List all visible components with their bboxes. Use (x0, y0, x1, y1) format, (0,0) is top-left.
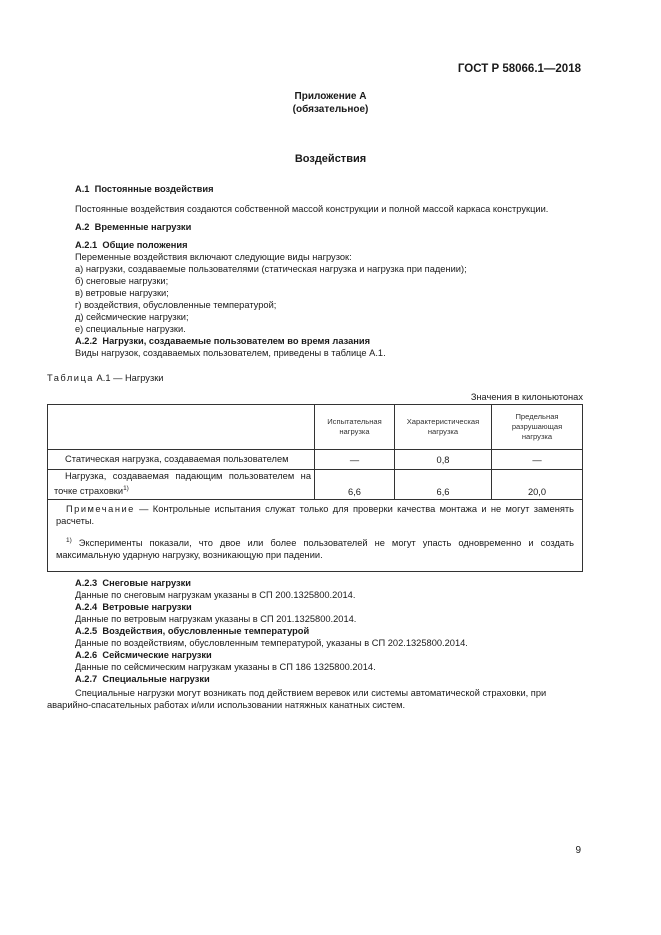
loads-table (47, 404, 583, 572)
section-a1-number: А.1 (75, 184, 90, 194)
table-row (48, 470, 583, 500)
section-a2-number: А.2 (75, 222, 90, 232)
section-heading (75, 650, 212, 662)
section-number: А.2.4 (75, 602, 98, 612)
section-number: А.2.3 (75, 578, 98, 588)
section-number: А.2.5 (75, 626, 98, 636)
section-a1-heading (75, 184, 214, 196)
table-header-cell: Характеристическая нагрузка (395, 405, 492, 450)
table-cell: 6,6 (395, 470, 492, 500)
section-a21-heading (75, 240, 188, 252)
section-number: А.2.6 (75, 650, 98, 660)
table-row-label (48, 450, 315, 470)
section-a1-title: Постоянные воздействия (94, 184, 214, 194)
table-note-row (48, 500, 583, 572)
table-cell: 6,6 (315, 470, 395, 500)
list-item: г) воздействия, обусловленные температурой; (75, 300, 277, 310)
section-title: Ветровые нагрузки (102, 602, 192, 612)
table-caption (47, 373, 163, 385)
list-item: е) специальные нагрузки. (75, 324, 186, 334)
list-item: а) нагрузки, создаваемые пользователями (статическая нагрузка и нагрузка при падении); (75, 264, 467, 274)
section-title: Воздействия, обусловленные температурой (102, 626, 310, 636)
table-row-label-text: Нагрузка, создаваемая падающим пользователем на точке страховки (54, 471, 311, 497)
table-cell: 20,0 (492, 470, 583, 500)
section-text: Данные по воздействиям, обусловленным температурой, указаны в СП 202.1325800.2014. (75, 638, 468, 648)
table-row (48, 450, 583, 470)
section-title: Специальные нагрузки (102, 674, 210, 684)
table-header-cell: Предельная разрушающая нагрузка (492, 405, 583, 450)
section-a22-text: Виды нагрузок, создаваемых пользователем, приведены в таблице А.1. (75, 348, 386, 358)
table-caption-title: А.1 — Нагрузки (96, 373, 164, 383)
section-a2-title: Временные нагрузки (94, 222, 192, 232)
section-text: Данные по ветровым нагрузкам указаны в СП 201.1325800.2014. (75, 614, 357, 624)
section-a1-text: Постоянные воздействия создаются собственной массой конструкции и полной массой каркаса конструкции. (75, 204, 549, 214)
section-heading (75, 626, 309, 638)
section-heading (75, 602, 192, 614)
section-a21-intro: Переменные воздействия включают следующие виды нагрузок: (75, 252, 352, 262)
main-title: Воздействия (294, 153, 367, 165)
section-title: Снеговые нагрузки (102, 578, 191, 588)
section-a2-heading (75, 222, 191, 234)
appendix-title: Приложение А (294, 91, 367, 102)
table-cell: — (315, 450, 395, 470)
list-item: б) снеговые нагрузки; (75, 276, 169, 286)
footnote-reference: 1) (123, 484, 129, 492)
section-text: Данные по сейсмическим нагрузкам указаны в СП 186 1325800.2014. (75, 662, 376, 672)
table-note-text: — Контрольные испытания служат только для проверки качества монтажа и не могут заменять расчеты. (56, 504, 574, 526)
table-header-row (48, 405, 583, 450)
table-note-cell (48, 500, 583, 572)
table-header-cell: Испытательная нагрузка (315, 405, 395, 450)
list-item: д) сейсмические нагрузки; (75, 312, 189, 322)
section-number: А.2.7 (75, 674, 98, 684)
appendix-subtitle: (обязательное) (292, 104, 369, 115)
section-a27-text-line2: аварийно-спасательных работах и/или использовании натяжных канатных систем. (47, 700, 406, 710)
section-a22-title: Нагрузки, создаваемые пользователем во время лазания (102, 336, 371, 346)
table-units: Значения в килоньютонах (470, 392, 583, 402)
table-footnote-text: Эксперименты показали, что двое или более пользователей не могут упасть одновременно и создать максимальную ударную нагрузку, возникающую при падении. (56, 538, 574, 560)
table-note-label: Примечание (66, 504, 135, 514)
section-title: Сейсмические нагрузки (102, 650, 212, 660)
table-caption-prefix: Таблица (47, 373, 94, 383)
table-footnote (56, 535, 574, 561)
table-note (56, 504, 574, 527)
page-number: 9 (575, 845, 581, 856)
document-code: ГОСТ Р 58066.1—2018 (457, 63, 581, 75)
section-a22-heading (75, 336, 370, 348)
section-heading (75, 674, 210, 686)
section-text: Данные по снеговым нагрузкам указаны в СП 200.1325800.2014. (75, 590, 356, 600)
section-a22-number: А.2.2 (75, 336, 98, 346)
table-cell: 0,8 (395, 450, 492, 470)
section-a21-number: А.2.1 (75, 240, 98, 250)
footnote-mark: 1) (66, 537, 72, 544)
section-a27-text-line1: Специальные нагрузки могут возникать под действием веревок или системы автоматической страховки, при (75, 688, 547, 698)
section-heading (75, 578, 191, 590)
section-a21-title: Общие положения (102, 240, 188, 250)
table-header-empty (48, 405, 315, 450)
table-row-label-text: Статическая нагрузка, создаваемая пользователем (65, 453, 289, 464)
table-cell: — (492, 450, 583, 470)
table-row-label (48, 470, 315, 500)
list-item: в) ветровые нагрузки; (75, 288, 169, 298)
